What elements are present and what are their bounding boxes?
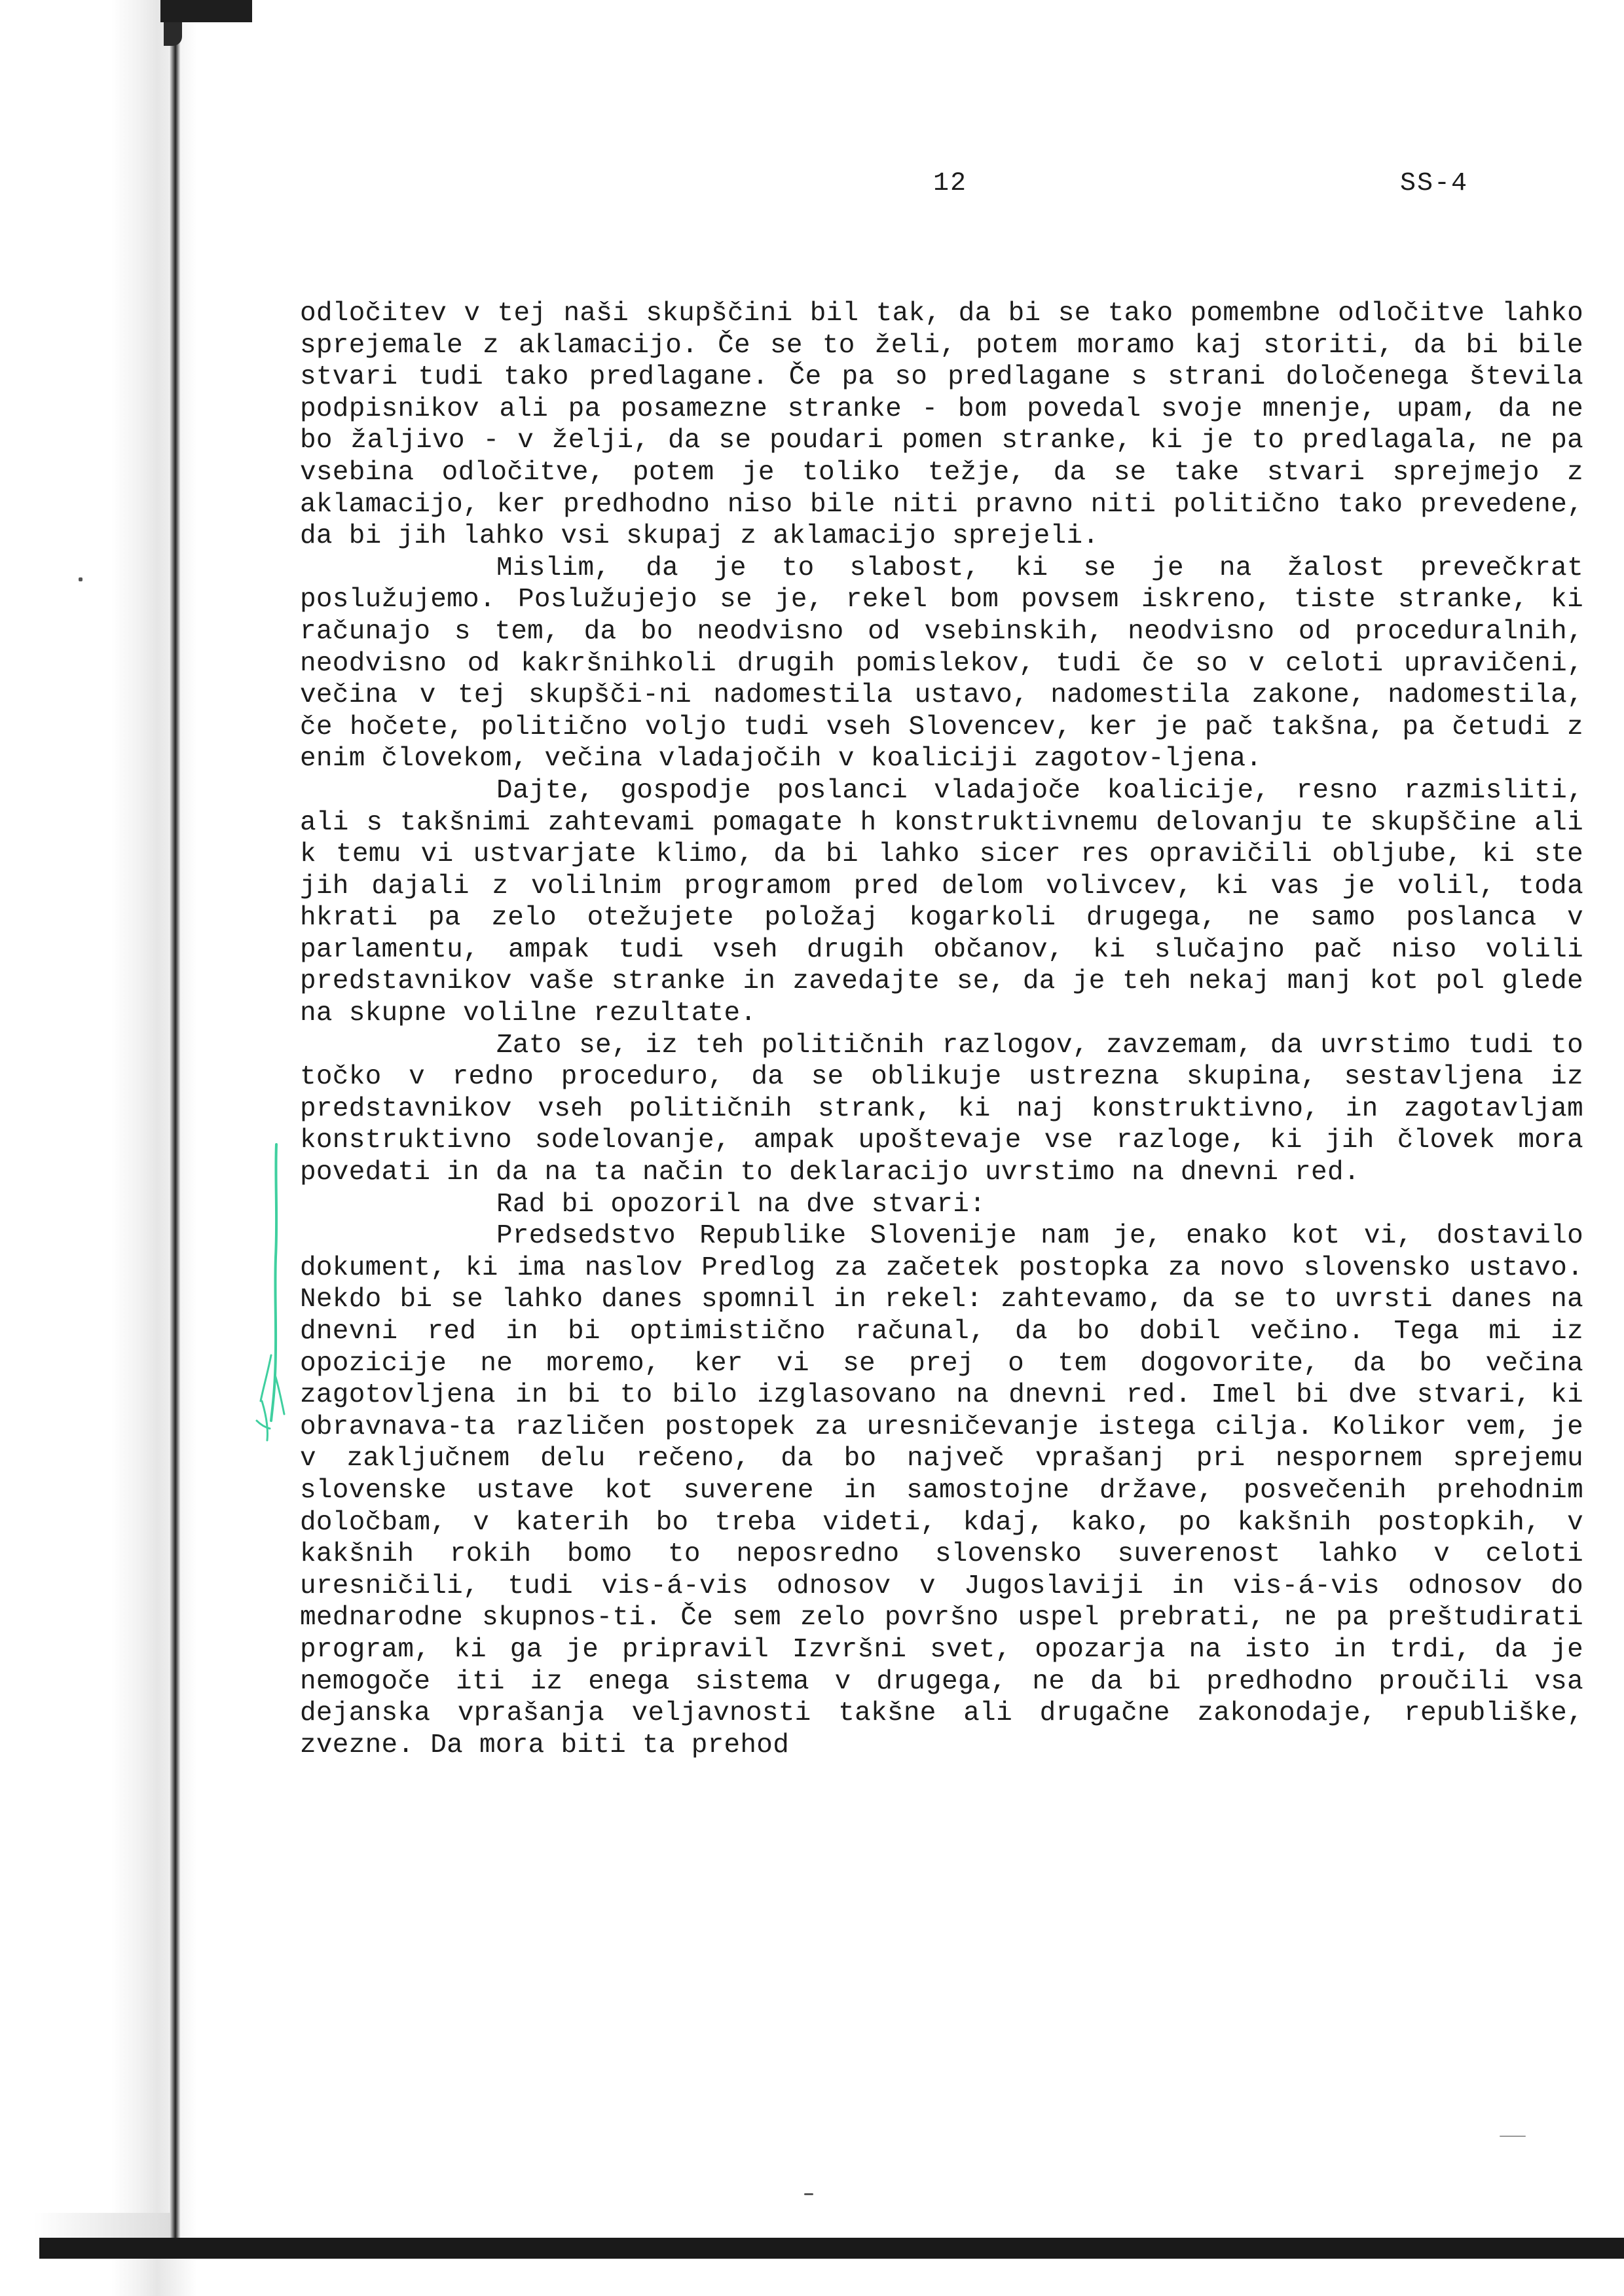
binding-edge [169,20,181,2259]
paragraph: Zato se, iz teh političnih razlogov, zavzemam, da uvrstimo tudi to točko v redno proceduro, da se oblikuje ustrezna skupina, sestavljena iz predstavnikov vseh političnih strank, ki naj konstruktivno, in zagotavljam konstruktivno sodelovanje, ampak upoštevaje vse razloge, ki jih človek mora povedati in da na ta način to deklaracijo uvrstimo na dnevni red. [300,1030,1583,1188]
paragraph: Dajte, gospodje poslanci vladajoče koalicije, resno razmisliti, ali s takšnimi zahtevami pomagate h konstruktivnemu delovanju te skupščine ali k temu vi ustvarjate klimo, da bi lahko sicer res opravičili obljube, ki ste jih dajali z volilnim programom pred delom volivcev, ki vas je volil, toda hkrati pa zelo otežujete položaj kogarkoli drugega, ne samo poslanca v parlamentu, ampak tudi vseh drugih občanov, ki slučajno pač niso volili predstavnikov vaše stranke in zavedajte se, da je teh nekaj manj kot pol glede na skupne volilne rezultate. [300,775,1583,1029]
document-code: SS-4 [1400,169,1469,198]
scan-edge-top-curl [164,22,182,46]
scan-speck [79,577,83,581]
binding-shadow [0,0,196,2296]
paragraph: Predsedstvo Republike Slovenije nam je, enako kot vi, dostavilo dokument, ki ima naslov Predlog za začetek postopka za novo slovensko ustavo. Nekdo bi se lahko danes spomnil in rekel: zahtevamo, da se to uvrsti danes na dnevni red in bi optimistično računal, da bo dobil večino. Tega mi iz opozicije ne moremo, ker vi se prej o tem dogovorite, da bo večina zagotovljena in bi to bilo izglasovano na dnevni red. Imel bi dve stvari, ki obravnava-ta različen postopek za uresničevanje istega cilja. Kolikor vem, je v zaključnem delu rečeno, da bo največ vprašanj pri nespornem sprejemu slovenske ustave kot suverene in samostojne države, posvečenih prehodnim določbam, v katerih bo treba videti, kdaj, kako, po kakšnih postopkih, v kakšnih rokih bomo to neposredno slovensko suverenost lahko v celoti uresničili, tudi vis-á-vis odnosov v Jugoslaviji in vis-á-vis odnosov do mednarodne skupnos-ti. Če sem zelo površno uspel prebrati, ne pa preštudirati program, ki ga je pripravil Izvršni svet, opozarja na isto in trdi, da je nemogoče iti iz enega sistema v drugega, ne da bi predhodno proučili vsa dejanska vprašanja veljavnosti takšne ali drugačne zakonodaje, republiške, zvezne. Da mora biti ta prehod [300,1221,1583,1760]
paragraph: Mislim, da je to slabost, ki se je na žalost prevečkrat poslužujemo. Poslužujejo se je, rekel bom povsem iskreno, tiste stranke, ki računajo s tem, da bo neodvisno od vsebinskih, neodvisno od proceduralnih, neodvisno od kakršnihkoli drugih pomislekov, tudi če so v celoti upravičeni, večina v tej skupšči-ni nadomestila ustavo, nadomestila zakone, nadomestila, če hočete, politično voljo tudi vseh Slovencev, ker je pač takšna, pa četudi z enim človekom, večina vladajočih v koaliciji zagotov-ljena. [300,553,1583,774]
scan-speck [1500,2136,1526,2137]
scan-edge-top [160,0,252,22]
paragraph: Rad bi opozoril na dve stvari: [496,1189,986,1220]
margin-marker-icon [249,1139,301,1453]
scan-edge-bottom [39,2238,1624,2259]
scan-speck [804,2193,813,2195]
paragraph: odločitev v tej naši skupščini bil tak, da bi se tako pomembne odločitve lahko sprejemale z aklamacijo. Če se to želi, potem moramo kaj storiti, da bi bile stvari tudi tako predlagane. Če pa so predlagane s strani določenega števila podpisnikov ali pa posamezne stranke - bom povedal svoje mnenje, upam, da ne bo žaljivo - v želji, da se poudari pomen stranke, ki je to predlagala, ne pa vsebina odločitve, potem je toliko težje, da se take stvari sprejmejo z aklamacijo, ker predhodno niso bile niti pravno niti politično tako prevedene, da bi jih lahko vsi skupaj z aklamacijo sprejeli. [300,299,1583,552]
document-body [300,298,1583,1761]
page-number: 12 [933,169,968,198]
scan-edge-fade [0,2213,170,2239]
